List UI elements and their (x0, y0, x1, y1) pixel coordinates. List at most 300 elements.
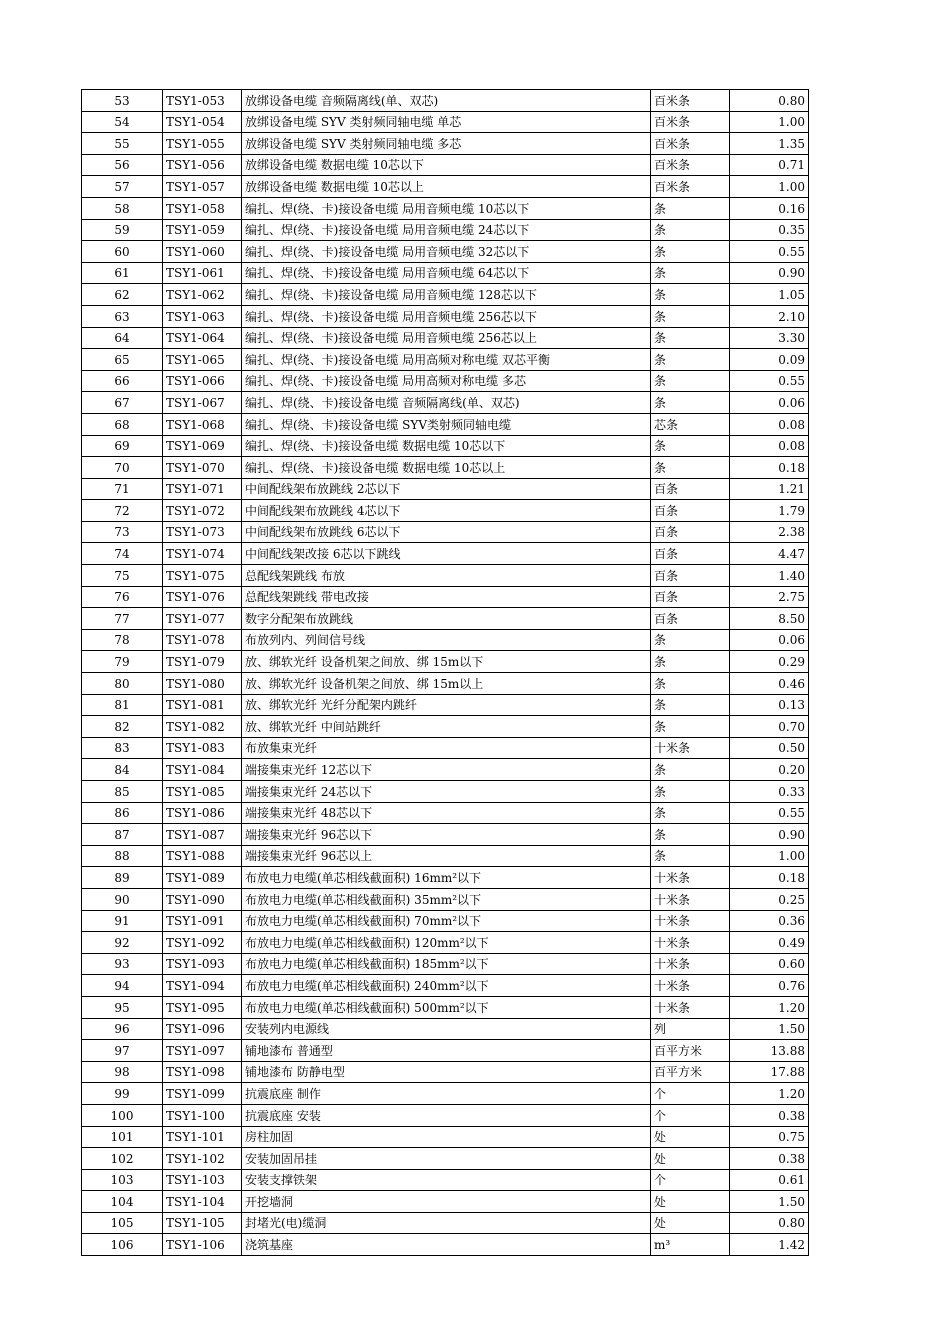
table-row (82, 154, 809, 176)
table-row (82, 565, 809, 587)
quota-code-cell: TSY1-098 (163, 1061, 242, 1083)
table-row (82, 262, 809, 284)
quota-code-cell: TSY1-056 (163, 154, 242, 176)
item-name-cell: 总配线架跳线 布放 (242, 565, 651, 587)
quota-code-cell: TSY1-079 (163, 651, 242, 673)
value-cell: 0.71 (730, 154, 809, 176)
table-row (82, 1234, 809, 1256)
table-row (82, 1148, 809, 1170)
row-number-cell: 98 (82, 1061, 163, 1083)
quota-code-cell: TSY1-093 (163, 953, 242, 975)
quota-code-cell: TSY1-099 (163, 1083, 242, 1105)
quota-code-cell: TSY1-067 (163, 392, 242, 414)
item-name-cell: 布放电力电缆(单芯相线截面积) 16mm²以下 (242, 867, 651, 889)
row-number-cell: 86 (82, 802, 163, 824)
value-cell: 0.18 (730, 867, 809, 889)
table-row (82, 867, 809, 889)
item-name-cell: 放、绑软光纤 光纤分配架内跳纤 (242, 694, 651, 716)
value-cell: 1.00 (730, 111, 809, 133)
value-cell: 1.79 (730, 500, 809, 522)
value-cell: 1.50 (730, 1191, 809, 1213)
unit-cell: 个 (651, 1104, 730, 1126)
table-row (82, 781, 809, 803)
quota-code-cell: TSY1-080 (163, 673, 242, 695)
unit-cell: 条 (651, 284, 730, 306)
quota-code-cell: TSY1-100 (163, 1104, 242, 1126)
item-name-cell: 端接集束光纤 48芯以下 (242, 802, 651, 824)
value-cell: 0.80 (730, 1212, 809, 1234)
table-row (82, 1061, 809, 1083)
value-cell: 1.50 (730, 1018, 809, 1040)
row-number-cell: 94 (82, 975, 163, 997)
unit-cell: 十米条 (651, 737, 730, 759)
value-cell: 0.09 (730, 349, 809, 371)
value-cell: 0.50 (730, 737, 809, 759)
row-number-cell: 69 (82, 435, 163, 457)
row-number-cell: 57 (82, 176, 163, 198)
unit-cell: 处 (651, 1126, 730, 1148)
unit-cell: 条 (651, 392, 730, 414)
row-number-cell: 88 (82, 845, 163, 867)
table-row (82, 370, 809, 392)
row-number-cell: 83 (82, 737, 163, 759)
table-row (82, 1104, 809, 1126)
unit-cell: 百米条 (651, 90, 730, 112)
item-name-cell: 数字分配架布放跳线 (242, 608, 651, 630)
value-cell: 4.47 (730, 543, 809, 565)
table-row (82, 673, 809, 695)
quota-code-cell: TSY1-055 (163, 133, 242, 155)
table-row (82, 629, 809, 651)
table-row (82, 824, 809, 846)
item-name-cell: 浇筑基座 (242, 1234, 651, 1256)
quota-code-cell: TSY1-102 (163, 1148, 242, 1170)
item-name-cell: 编扎、焊(绕、卡)接设备电缆 局用音频电缆 24芯以下 (242, 219, 651, 241)
quota-table-body (82, 90, 809, 1256)
unit-cell: 十米条 (651, 888, 730, 910)
row-number-cell: 84 (82, 759, 163, 781)
quota-code-cell: TSY1-088 (163, 845, 242, 867)
quota-code-cell: TSY1-075 (163, 565, 242, 587)
unit-cell: 百米条 (651, 111, 730, 133)
row-number-cell: 76 (82, 586, 163, 608)
item-name-cell: 中间配线架布放跳线 6芯以下 (242, 521, 651, 543)
unit-cell: 条 (651, 219, 730, 241)
unit-cell: 百条 (651, 478, 730, 500)
item-name-cell: 抗震底座 安装 (242, 1104, 651, 1126)
table-row (82, 327, 809, 349)
row-number-cell: 101 (82, 1126, 163, 1148)
quota-code-cell: TSY1-083 (163, 737, 242, 759)
quota-code-cell: TSY1-090 (163, 888, 242, 910)
row-number-cell: 67 (82, 392, 163, 414)
table-row (82, 953, 809, 975)
value-cell: 0.35 (730, 219, 809, 241)
value-cell: 17.88 (730, 1061, 809, 1083)
item-name-cell: 布放电力电缆(单芯相线截面积) 35mm²以下 (242, 888, 651, 910)
table-row (82, 1083, 809, 1105)
row-number-cell: 58 (82, 197, 163, 219)
item-name-cell: 布放电力电缆(单芯相线截面积) 240mm²以下 (242, 975, 651, 997)
table-row (82, 305, 809, 327)
quota-code-cell: TSY1-086 (163, 802, 242, 824)
value-cell: 0.08 (730, 413, 809, 435)
quota-code-cell: TSY1-094 (163, 975, 242, 997)
value-cell: 0.60 (730, 953, 809, 975)
table-row (82, 608, 809, 630)
item-name-cell: 布放电力电缆(单芯相线截面积) 185mm²以下 (242, 953, 651, 975)
row-number-cell: 71 (82, 478, 163, 500)
value-cell: 0.90 (730, 824, 809, 846)
row-number-cell: 65 (82, 349, 163, 371)
unit-cell: 条 (651, 349, 730, 371)
unit-cell: 条 (651, 651, 730, 673)
item-name-cell: 放绑设备电缆 SYV 类射频同轴电缆 单芯 (242, 111, 651, 133)
table-row (82, 457, 809, 479)
table-row (82, 543, 809, 565)
value-cell: 0.25 (730, 888, 809, 910)
unit-cell: 条 (651, 435, 730, 457)
value-cell: 1.42 (730, 1234, 809, 1256)
value-cell: 0.38 (730, 1104, 809, 1126)
row-number-cell: 74 (82, 543, 163, 565)
item-name-cell: 编扎、焊(绕、卡)接设备电缆 局用高频对称电缆 多芯 (242, 370, 651, 392)
quota-code-cell: TSY1-104 (163, 1191, 242, 1213)
quota-code-cell: TSY1-064 (163, 327, 242, 349)
item-name-cell: 铺地漆布 防静电型 (242, 1061, 651, 1083)
quota-code-cell: TSY1-091 (163, 910, 242, 932)
quota-code-cell: TSY1-058 (163, 197, 242, 219)
unit-cell: 条 (651, 781, 730, 803)
unit-cell: 条 (651, 327, 730, 349)
unit-cell: 条 (651, 241, 730, 263)
value-cell: 0.33 (730, 781, 809, 803)
item-name-cell: 编扎、焊(绕、卡)接设备电缆 局用音频电缆 32芯以下 (242, 241, 651, 263)
unit-cell: 条 (651, 802, 730, 824)
value-cell: 1.05 (730, 284, 809, 306)
value-cell: 0.38 (730, 1148, 809, 1170)
value-cell: 0.76 (730, 975, 809, 997)
row-number-cell: 73 (82, 521, 163, 543)
quota-code-cell: TSY1-066 (163, 370, 242, 392)
table-row (82, 1126, 809, 1148)
unit-cell: 十米条 (651, 932, 730, 954)
unit-cell: 百条 (651, 521, 730, 543)
table-row (82, 435, 809, 457)
row-number-cell: 80 (82, 673, 163, 695)
item-name-cell: 编扎、焊(绕、卡)接设备电缆 数据电缆 10芯以下 (242, 435, 651, 457)
quota-code-cell: TSY1-081 (163, 694, 242, 716)
item-name-cell: 开挖墙洞 (242, 1191, 651, 1213)
row-number-cell: 93 (82, 953, 163, 975)
value-cell: 2.10 (730, 305, 809, 327)
item-name-cell: 中间配线架改接 6芯以下跳线 (242, 543, 651, 565)
row-number-cell: 91 (82, 910, 163, 932)
row-number-cell: 70 (82, 457, 163, 479)
value-cell: 0.06 (730, 392, 809, 414)
value-cell: 2.38 (730, 521, 809, 543)
value-cell: 0.06 (730, 629, 809, 651)
unit-cell: 处 (651, 1148, 730, 1170)
table-row (82, 910, 809, 932)
row-number-cell: 82 (82, 716, 163, 738)
row-number-cell: 77 (82, 608, 163, 630)
value-cell: 1.40 (730, 565, 809, 587)
unit-cell: 条 (651, 824, 730, 846)
row-number-cell: 100 (82, 1104, 163, 1126)
table-row (82, 349, 809, 371)
table-row (82, 111, 809, 133)
item-name-cell: 端接集束光纤 96芯以下 (242, 824, 651, 846)
unit-cell: 百条 (651, 565, 730, 587)
item-name-cell: 总配线架跳线 带电改接 (242, 586, 651, 608)
table-row (82, 133, 809, 155)
value-cell: 1.21 (730, 478, 809, 500)
quota-code-cell: TSY1-070 (163, 457, 242, 479)
unit-cell: 十米条 (651, 867, 730, 889)
unit-cell: 条 (651, 673, 730, 695)
unit-cell: 百米条 (651, 154, 730, 176)
quota-code-cell: TSY1-063 (163, 305, 242, 327)
row-number-cell: 59 (82, 219, 163, 241)
quota-code-cell: TSY1-097 (163, 1040, 242, 1062)
unit-cell: 百条 (651, 543, 730, 565)
item-name-cell: 铺地漆布 普通型 (242, 1040, 651, 1062)
row-number-cell: 66 (82, 370, 163, 392)
unit-cell: 条 (651, 370, 730, 392)
row-number-cell: 79 (82, 651, 163, 673)
row-number-cell: 72 (82, 500, 163, 522)
value-cell: 0.55 (730, 370, 809, 392)
quota-code-cell: TSY1-053 (163, 90, 242, 112)
table-row (82, 413, 809, 435)
item-name-cell: 安装加固吊挂 (242, 1148, 651, 1170)
value-cell: 3.30 (730, 327, 809, 349)
row-number-cell: 89 (82, 867, 163, 889)
table-row (82, 1191, 809, 1213)
table-row (82, 1018, 809, 1040)
table-row (82, 1212, 809, 1234)
row-number-cell: 55 (82, 133, 163, 155)
row-number-cell: 64 (82, 327, 163, 349)
table-row (82, 219, 809, 241)
table-row (82, 197, 809, 219)
table-row (82, 716, 809, 738)
table-row (82, 586, 809, 608)
table-row (82, 845, 809, 867)
row-number-cell: 106 (82, 1234, 163, 1256)
table-row (82, 284, 809, 306)
unit-cell: 条 (651, 759, 730, 781)
quota-code-cell: TSY1-071 (163, 478, 242, 500)
value-cell: 0.16 (730, 197, 809, 219)
value-cell: 1.20 (730, 1083, 809, 1105)
table-row (82, 90, 809, 112)
item-name-cell: 房柱加固 (242, 1126, 651, 1148)
item-name-cell: 布放电力电缆(单芯相线截面积) 70mm²以下 (242, 910, 651, 932)
quota-code-cell: TSY1-077 (163, 608, 242, 630)
row-number-cell: 53 (82, 90, 163, 112)
quota-code-cell: TSY1-095 (163, 996, 242, 1018)
unit-cell: 百平方米 (651, 1040, 730, 1062)
row-number-cell: 96 (82, 1018, 163, 1040)
quota-code-cell: TSY1-073 (163, 521, 242, 543)
value-cell: 0.55 (730, 802, 809, 824)
value-cell: 0.55 (730, 241, 809, 263)
value-cell: 0.75 (730, 1126, 809, 1148)
unit-cell: 条 (651, 197, 730, 219)
quota-code-cell: TSY1-087 (163, 824, 242, 846)
row-number-cell: 90 (82, 888, 163, 910)
unit-cell: 百平方米 (651, 1061, 730, 1083)
value-cell: 0.20 (730, 759, 809, 781)
unit-cell: 条 (651, 694, 730, 716)
row-number-cell: 75 (82, 565, 163, 587)
quota-code-cell: TSY1-103 (163, 1169, 242, 1191)
quota-code-cell: TSY1-105 (163, 1212, 242, 1234)
table-row (82, 500, 809, 522)
unit-cell: 条 (651, 457, 730, 479)
quota-code-cell: TSY1-072 (163, 500, 242, 522)
table-row (82, 996, 809, 1018)
item-name-cell: 端接集束光纤 96芯以上 (242, 845, 651, 867)
unit-cell: 个 (651, 1169, 730, 1191)
quota-code-cell: TSY1-061 (163, 262, 242, 284)
quota-code-cell: TSY1-074 (163, 543, 242, 565)
unit-cell: 条 (651, 629, 730, 651)
value-cell: 1.00 (730, 176, 809, 198)
unit-cell: 百米条 (651, 133, 730, 155)
table-row (82, 932, 809, 954)
unit-cell: 十米条 (651, 975, 730, 997)
quota-code-cell: TSY1-065 (163, 349, 242, 371)
row-number-cell: 63 (82, 305, 163, 327)
table-row (82, 521, 809, 543)
value-cell: 0.49 (730, 932, 809, 954)
item-name-cell: 布放集束光纤 (242, 737, 651, 759)
quota-code-cell: TSY1-057 (163, 176, 242, 198)
item-name-cell: 编扎、焊(绕、卡)接设备电缆 局用音频电缆 256芯以上 (242, 327, 651, 349)
unit-cell: 处 (651, 1212, 730, 1234)
value-cell: 0.70 (730, 716, 809, 738)
value-cell: 0.90 (730, 262, 809, 284)
quota-code-cell: TSY1-068 (163, 413, 242, 435)
item-name-cell: 端接集束光纤 12芯以下 (242, 759, 651, 781)
quota-table (81, 89, 809, 1256)
unit-cell: 条 (651, 716, 730, 738)
item-name-cell: 布放列内、列间信号线 (242, 629, 651, 651)
unit-cell: 条 (651, 845, 730, 867)
row-number-cell: 78 (82, 629, 163, 651)
table-row (82, 1169, 809, 1191)
value-cell: 0.46 (730, 673, 809, 695)
table-row (82, 737, 809, 759)
item-name-cell: 安装支撑铁架 (242, 1169, 651, 1191)
item-name-cell: 放绑设备电缆 数据电缆 10芯以上 (242, 176, 651, 198)
table-row (82, 651, 809, 673)
item-name-cell: 编扎、焊(绕、卡)接设备电缆 SYV类射频同轴电缆 (242, 413, 651, 435)
quota-code-cell: TSY1-060 (163, 241, 242, 263)
unit-cell: 芯条 (651, 413, 730, 435)
unit-cell: 处 (651, 1191, 730, 1213)
item-name-cell: 布放电力电缆(单芯相线截面积) 500mm²以下 (242, 996, 651, 1018)
row-number-cell: 85 (82, 781, 163, 803)
unit-cell: 百条 (651, 586, 730, 608)
unit-cell: 个 (651, 1083, 730, 1105)
quota-code-cell: TSY1-078 (163, 629, 242, 651)
table-row (82, 392, 809, 414)
row-number-cell: 54 (82, 111, 163, 133)
quota-code-cell: TSY1-084 (163, 759, 242, 781)
quota-code-cell: TSY1-069 (163, 435, 242, 457)
row-number-cell: 56 (82, 154, 163, 176)
quota-code-cell: TSY1-054 (163, 111, 242, 133)
table-row (82, 478, 809, 500)
value-cell: 8.50 (730, 608, 809, 630)
quota-code-cell: TSY1-082 (163, 716, 242, 738)
quota-code-cell: TSY1-092 (163, 932, 242, 954)
row-number-cell: 104 (82, 1191, 163, 1213)
row-number-cell: 92 (82, 932, 163, 954)
item-name-cell: 编扎、焊(绕、卡)接设备电缆 数据电缆 10芯以上 (242, 457, 651, 479)
row-number-cell: 81 (82, 694, 163, 716)
row-number-cell: 60 (82, 241, 163, 263)
table-row (82, 802, 809, 824)
table-row (82, 975, 809, 997)
value-cell: 1.00 (730, 845, 809, 867)
item-name-cell: 放绑设备电缆 数据电缆 10芯以下 (242, 154, 651, 176)
item-name-cell: 编扎、焊(绕、卡)接设备电缆 局用音频电缆 10芯以下 (242, 197, 651, 219)
item-name-cell: 抗震底座 制作 (242, 1083, 651, 1105)
unit-cell: 百米条 (651, 176, 730, 198)
row-number-cell: 97 (82, 1040, 163, 1062)
unit-cell: 十米条 (651, 996, 730, 1018)
value-cell: 0.13 (730, 694, 809, 716)
item-name-cell: 编扎、焊(绕、卡)接设备电缆 局用音频电缆 256芯以下 (242, 305, 651, 327)
row-number-cell: 87 (82, 824, 163, 846)
quota-code-cell: TSY1-085 (163, 781, 242, 803)
item-name-cell: 放、绑软光纤 设备机架之间放、绑 15m以下 (242, 651, 651, 673)
value-cell: 1.20 (730, 996, 809, 1018)
table-row (82, 176, 809, 198)
quota-code-cell: TSY1-101 (163, 1126, 242, 1148)
unit-cell: 条 (651, 262, 730, 284)
unit-cell: 百条 (651, 500, 730, 522)
quota-code-cell: TSY1-089 (163, 867, 242, 889)
value-cell: 0.80 (730, 90, 809, 112)
unit-cell: m³ (651, 1234, 730, 1256)
value-cell: 1.35 (730, 133, 809, 155)
item-name-cell: 编扎、焊(绕、卡)接设备电缆 局用音频电缆 64芯以下 (242, 262, 651, 284)
value-cell: 0.18 (730, 457, 809, 479)
unit-cell: 条 (651, 305, 730, 327)
item-name-cell: 端接集束光纤 24芯以下 (242, 781, 651, 803)
table-row (82, 241, 809, 263)
value-cell: 0.08 (730, 435, 809, 457)
item-name-cell: 放绑设备电缆 音频隔离线(单、双芯) (242, 90, 651, 112)
table-row (82, 1040, 809, 1062)
row-number-cell: 62 (82, 284, 163, 306)
quota-code-cell: TSY1-062 (163, 284, 242, 306)
item-name-cell: 中间配线架布放跳线 4芯以下 (242, 500, 651, 522)
quota-code-cell: TSY1-096 (163, 1018, 242, 1040)
item-name-cell: 中间配线架布放跳线 2芯以下 (242, 478, 651, 500)
item-name-cell: 编扎、焊(绕、卡)接设备电缆 局用音频电缆 128芯以下 (242, 284, 651, 306)
quota-code-cell: TSY1-106 (163, 1234, 242, 1256)
item-name-cell: 布放电力电缆(单芯相线截面积) 120mm²以下 (242, 932, 651, 954)
item-name-cell: 放、绑软光纤 中间站跳纤 (242, 716, 651, 738)
value-cell: 0.29 (730, 651, 809, 673)
